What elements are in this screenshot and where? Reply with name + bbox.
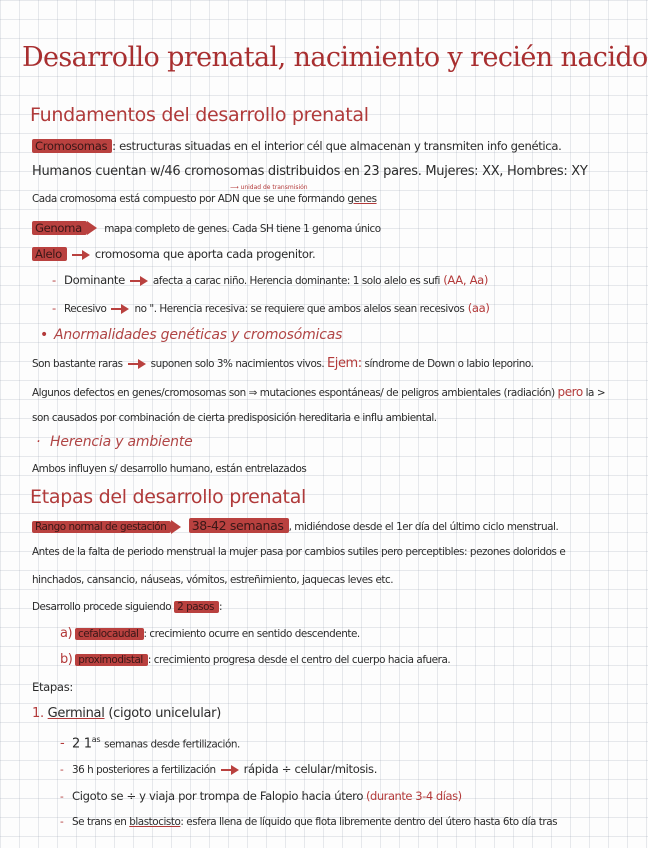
line-g1: - 2 $1^{as}$ semanas desde fertilización. <box>60 735 240 752</box>
line-humanos: Humanos cuentan w/46 cromosomas distribuidos en 23 pares. Mujeres: XX, Hombres: XY <box>32 164 588 179</box>
subheading-herencia: · Herencia y ambiente <box>36 434 193 450</box>
line-ambos: Ambos influyen s/ desarrollo humano, están entrelazados <box>32 463 307 475</box>
example-recesivo: (aa) <box>467 301 490 315</box>
term-rango-weeks: 38-42 semanas <box>189 518 289 533</box>
text-defectos-b: la > <box>585 387 606 399</box>
text-raras-c: síndrome de Down o labio leporino. <box>364 358 534 370</box>
term-rango: Rango normal de gestación <box>32 521 171 533</box>
bullet-icon: · <box>36 434 41 450</box>
arrow-icon <box>130 276 148 286</box>
text-genoma: mapa completo de genes. Cada SH tiene 1 genoma único <box>104 223 381 235</box>
dash-icon: - <box>60 736 65 752</box>
line-cada <box>32 193 377 205</box>
line-defectos <box>32 385 605 399</box>
line-cromosomas <box>32 139 561 153</box>
text-raras-b: suponen solo 3% nacimientos vivos. <box>150 358 325 370</box>
line-causados: son causados por combinación de cierta predisposición hereditaria e influ ambiental. <box>32 412 437 424</box>
text-cada: Cada cromosoma está compuesto por ADN que se une formando <box>32 193 345 205</box>
term-blastocisto: blastocisto <box>129 816 181 828</box>
text-defectos-a: Algunos defectos en genes/cromosomas son ⇒ mutaciones espontáneas/ de peligros ambientales (radiación) <box>32 387 555 399</box>
text-alelo: cromosoma que aporta cada progenitor. <box>94 247 316 261</box>
line-g4: - Se trans en blastocisto: esfera llena de líquido que flota libremente dentro del útero hasta 6to día tras <box>60 816 558 828</box>
arrow-icon <box>128 359 146 369</box>
term-proximodistal: proximodistal <box>75 654 148 666</box>
text-cromosomas: : estructuras situadas en el interior cél que almacenan y transmiten info genética. <box>112 139 562 153</box>
term-dominante: Dominante <box>64 273 125 287</box>
line-raras <box>32 356 533 371</box>
dash-icon: - <box>60 764 64 776</box>
label-a: a) <box>60 626 73 641</box>
term-genes: genes <box>347 193 377 205</box>
number-germinal: 1. <box>32 706 44 721</box>
section-heading-fundamentos: Fundamentos del desarrollo prenatal <box>30 104 369 126</box>
line-hinchados: hinchados, cansancio, náuseas, vómitos, estreñimiento, jaquecas leves etc. <box>32 574 394 586</box>
line-desarrollo: Desarrollo procede siguiendo 2 pasos : <box>32 601 223 613</box>
line-recesivo <box>52 301 490 315</box>
line-rango <box>32 518 558 533</box>
text-recesivo: no ". Herencia recesiva: se requiere que ambos alelos sean recesivos <box>134 303 465 315</box>
line-dominante <box>52 273 488 287</box>
line-proximodistal <box>60 652 450 667</box>
arrow-icon <box>221 765 239 775</box>
text-cefalocaudal: : crecimiento ocurre en sentido descendente. <box>143 628 360 640</box>
text-raras-a: Son bastante raras <box>32 358 123 370</box>
example-dominante: (AA, Aa) <box>443 273 489 287</box>
text-rango: , midiéndose desde el 1er día del último ciclo menstrual. <box>288 521 559 533</box>
label-b: b) <box>60 652 73 667</box>
page-title: Desarrollo prenatal, nacimiento y recién nacido <box>22 42 648 73</box>
text-proximodistal: : crecimiento progresa desde el centro del cuerpo hacia afuera. <box>147 654 451 666</box>
term-germinal: Germinal <box>47 706 105 721</box>
term-recesivo: Recesivo <box>64 303 107 315</box>
line-etapas: Etapas: <box>32 680 73 694</box>
annotation-unidad: ⟶ unidad de transmisión <box>230 184 308 191</box>
line-alelo <box>32 247 315 261</box>
line-genoma <box>32 221 381 235</box>
line-antes: Antes de la falta de periodo menstrual la mujer pasa por cambios sutiles pero perceptibles: pezones doloridos e <box>32 546 566 558</box>
dash-icon: - <box>52 273 56 287</box>
arrow-icon <box>72 250 90 260</box>
dash-icon: - <box>60 816 64 828</box>
line-g2: - 36 h posteriores a fertilización rápida ÷ celular/mitosis. <box>60 762 378 776</box>
text-germinal: (cigoto unicelular) <box>108 706 221 721</box>
line-cefalocaudal <box>60 626 360 641</box>
section-heading-etapas: Etapas del desarrollo prenatal <box>30 486 307 508</box>
word-pero: pero <box>557 385 583 399</box>
text-desarrollo-a: Desarrollo procede siguiendo <box>32 601 172 613</box>
term-pasos: 2 pasos <box>174 601 219 613</box>
dash-icon: - <box>60 791 64 803</box>
term-alelo: Alelo <box>32 247 67 261</box>
term-cefalocaudal: cefalocaudal <box>75 628 144 640</box>
bullet-icon: • <box>40 327 49 343</box>
term-genoma: Genoma <box>32 221 87 235</box>
arrow-icon <box>111 304 129 314</box>
line-germinal <box>32 706 221 721</box>
label-ejem: Ejem: <box>327 356 362 371</box>
text-dominante: afecta a carac niño. Herencia dominante: 1 solo alelo es sufi <box>152 275 440 287</box>
term-cromosomas: Cromosomas <box>32 139 112 153</box>
dash-icon: - <box>52 301 56 315</box>
subheading-anormalidades: • Anormalidades genéticas y cromosómicas <box>40 327 343 343</box>
line-g3: - Cigoto se ÷ y viaja por trompa de Falopio hacia útero (durante 3-4 días) <box>60 789 462 803</box>
